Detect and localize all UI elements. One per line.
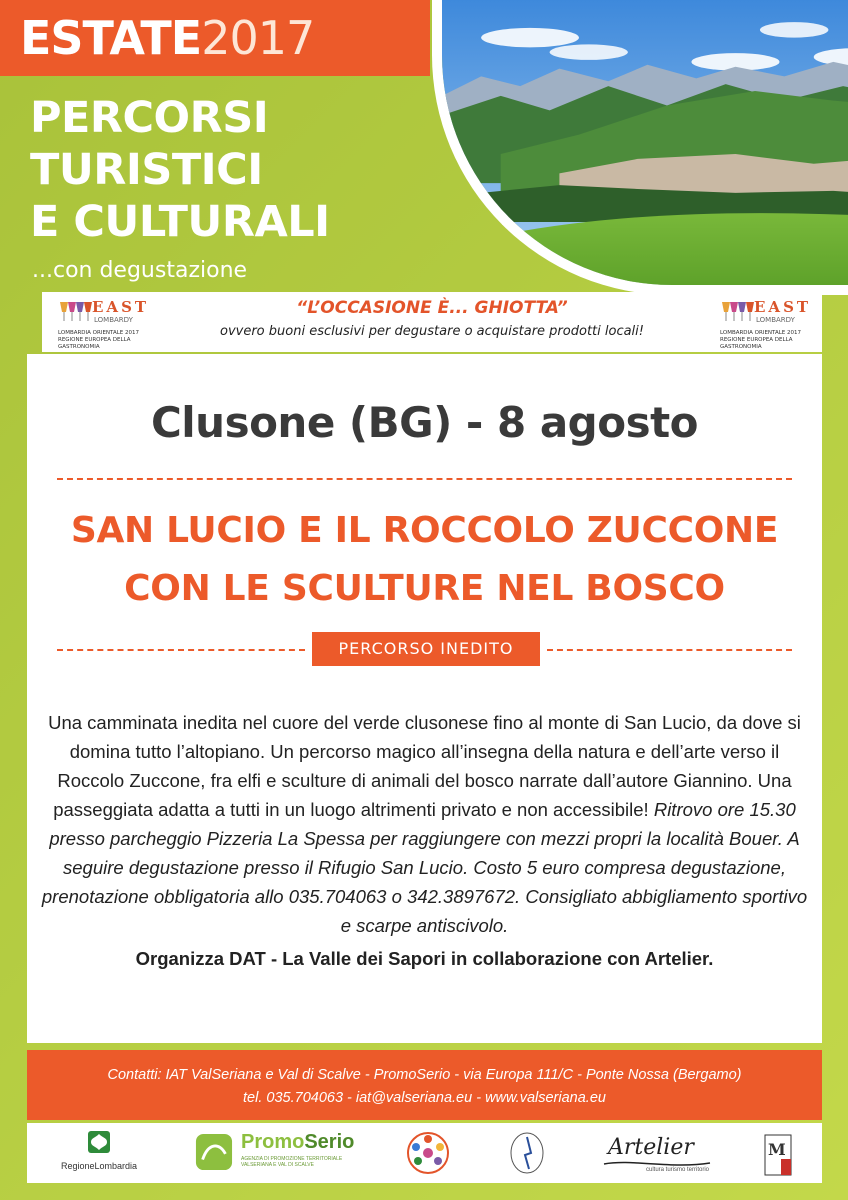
promo-banner <box>42 292 822 352</box>
season-title <box>20 8 314 68</box>
east-logo-word: EAST <box>754 298 812 316</box>
divider-top <box>57 478 792 480</box>
east-logo-sub: LOMBARDY <box>756 316 795 324</box>
contact-bar <box>27 1050 822 1120</box>
title-line-3: E CULTURALI <box>30 197 330 247</box>
landscape-photo <box>432 0 848 295</box>
divider-right <box>547 649 792 651</box>
event-description <box>41 708 808 973</box>
partner-emblem-logo <box>507 1123 547 1183</box>
artelier-logo <box>602 1123 712 1183</box>
contact-address: Contatti: IAT ValSeriana e Val di Scalve - PromoSerio - via Europa 111/C - Ponte Nossa (Bergamo) <box>107 1067 742 1083</box>
artelier-word: Artelier <box>608 1135 694 1160</box>
event-card <box>27 354 822 1043</box>
route-badge: PERCORSO INEDITO <box>312 632 540 666</box>
banner-tagline: ovvero buoni esclusivi per degustare o acquistare prodotti locali! <box>220 324 644 339</box>
season-word: ESTATE <box>20 11 202 65</box>
sponsor-logos <box>27 1123 822 1183</box>
dat-valle-sapori-logo <box>402 1123 454 1183</box>
promoserio-word-a: Promo <box>241 1131 305 1153</box>
promoserio-logo <box>195 1123 365 1183</box>
event-title <box>27 502 822 618</box>
regione-lombardia-logo <box>49 1123 149 1183</box>
lombardia-label: RegioneLombardia <box>60 1161 138 1171</box>
description-details: Ritrovo ore 15.30 presso parcheggio Pizzeria La Spessa per raggiungere con mezzi propri la località Bouer. A seguire degustazione presso il Rifugio San Lucio. Costo 5 euro compresa degustazione, prenotazione obbligatoria allo 035.704063 o 342.3897672. Consigliato abbigliamento sportivo e scarpe antiscivolo. <box>41 799 808 936</box>
subtitle: ...con degustazione <box>32 258 248 283</box>
main-title <box>30 92 430 248</box>
artelier-caption: cultura turismo territorio <box>646 1167 710 1173</box>
wine-glasses-icon <box>720 300 756 324</box>
east-logo-sub: LOMBARDY <box>94 316 133 324</box>
divider-left <box>57 649 305 651</box>
title-line-2: TURISTICI <box>30 145 263 195</box>
event-title-line-2: CON LE SCULTURE NEL BOSCO <box>124 568 725 609</box>
east-logo-word: EAST <box>92 298 150 316</box>
season-year: 2017 <box>201 11 315 65</box>
event-location-date: Clusone (BG) - 8 agosto <box>150 398 699 447</box>
organizer-credit: Organizza DAT - La Valle dei Sapori in collaborazione con Artelier. <box>135 948 714 969</box>
title-line-1: PERCORSI <box>30 93 269 143</box>
svg-text:M: M <box>768 1140 786 1159</box>
event-title-line-1: SAN LUCIO E IL ROCCOLO ZUCCONE <box>70 510 779 551</box>
banner-quote: “L’OCCASIONE È... GHIOTTA” <box>296 298 568 318</box>
east-lombardy-logo-right <box>720 296 810 348</box>
contact-details: tel. 035.704063 - iat@valseriana.eu - www.valseriana.eu <box>243 1090 606 1106</box>
promoserio-caption: AGENZIA DI PROMOZIONE TERRITORIALE VALSERIANA E VAL DI SCALVE <box>241 1156 343 1168</box>
promoserio-icon <box>195 1133 233 1171</box>
east-logo-caption: LOMBARDIA ORIENTALE 2017 REGIONE EUROPEA DELLA GASTRONOMIA <box>58 330 140 350</box>
east-logo-caption: LOMBARDIA ORIENTALE 2017 REGIONE EUROPEA DELLA GASTRONOMIA <box>720 330 802 350</box>
museum-logo <box>759 1123 799 1183</box>
description-text: Una camminata inedita nel cuore del verde clusonese fino al monte di San Lucio, da dove si domina tutto l’altopiano. Un percorso magico all’insegna della natura e dell’arte verso il Roccolo Zuccone, fra elfi e sculture di animali del bosco narrate dall’autore Giannino. Una passeggiata adatta a tutti in un luogo altrimenti privato e non accessibile! <box>48 712 801 820</box>
promoserio-word-b: Serio <box>304 1131 355 1153</box>
